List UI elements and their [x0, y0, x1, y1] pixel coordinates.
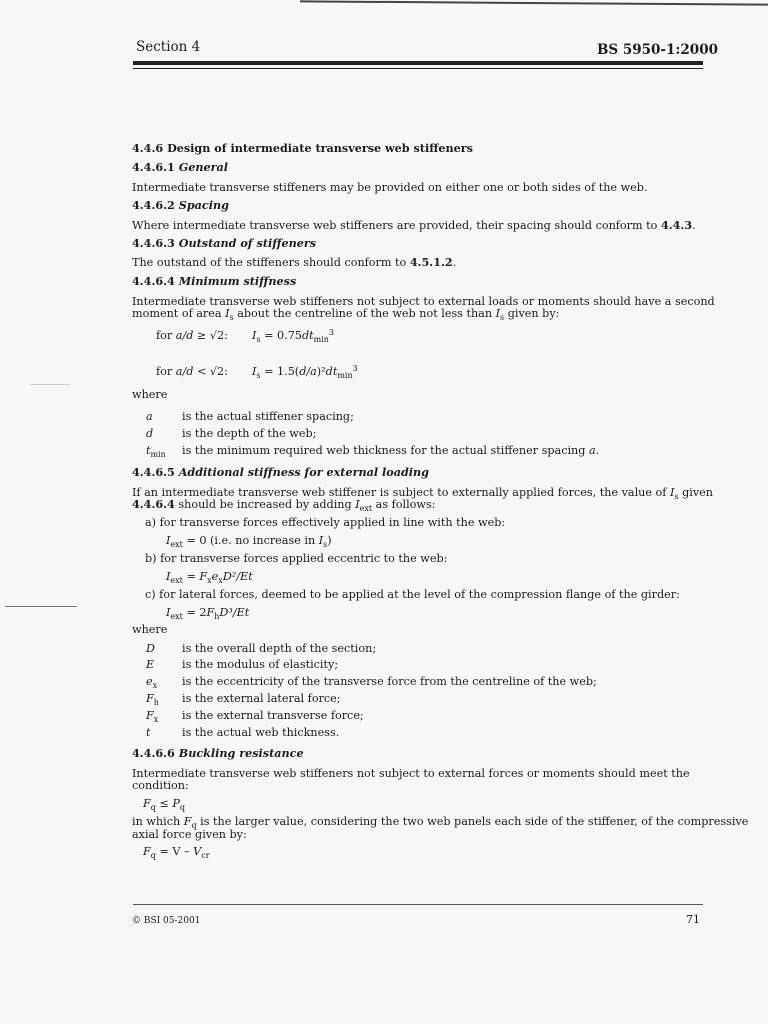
- header-standard-number: BS 5950-1:2000: [597, 42, 718, 58]
- list-item: c) for lateral forces, deemed to be applied at the level of the compression flange of the girder:: [145, 588, 680, 601]
- definition-symbol: [146, 642, 155, 655]
- clause-reference: 4.5.1.2: [409, 255, 453, 269]
- symbol-subscript: s: [256, 335, 261, 344]
- symbol-subscript: x: [152, 681, 158, 690]
- subsection-title: Buckling resistance: [178, 746, 304, 760]
- subsection-heading: [132, 275, 296, 288]
- symbol-subscript: x: [218, 576, 223, 585]
- symbol: F: [206, 606, 215, 619]
- subsection-number: 4.4.6.2: [132, 198, 175, 212]
- symbol-subscript: s: [323, 540, 328, 549]
- symbol: I: [318, 534, 324, 547]
- text-run: If an intermediate transverse web stiffener is subject to externally applied forces, the value of: [132, 486, 670, 499]
- scan-margin-mark: [5, 606, 77, 607]
- subsection-number: 4.4.6.6: [132, 746, 175, 760]
- symbol-subscript: x: [207, 576, 212, 585]
- definition-text: is the overall depth of the section;: [182, 642, 377, 655]
- paragraph-line: condition:: [132, 779, 189, 792]
- symbol: F: [143, 845, 151, 858]
- definition-text: is the external lateral force;: [182, 692, 341, 705]
- clause-reference: 4.4.3: [660, 218, 693, 232]
- punctuation: ): [327, 534, 332, 547]
- paragraph-line: axial force given by:: [132, 828, 247, 841]
- symbol: P: [172, 797, 180, 810]
- paragraph-line: [132, 815, 748, 828]
- symbol-subscript: ext: [170, 540, 183, 549]
- symbol: dt: [301, 329, 314, 342]
- clause-reference: 4.4.6.4: [132, 497, 175, 511]
- definition-text: is the eccentricity of the transverse force from the centreline of the web;: [182, 675, 597, 688]
- symbol-subscript: q: [150, 851, 156, 860]
- subsection-number: 4.4.6.5: [132, 465, 175, 479]
- symbol: dt: [325, 365, 338, 378]
- symbol: e: [211, 570, 219, 583]
- symbol: I: [166, 606, 171, 619]
- symbol-subscript: ext: [170, 576, 183, 585]
- text-run: should be increased by adding: [174, 498, 356, 511]
- list-item: a) for transverse forces effectively applied in line with the web:: [145, 516, 506, 529]
- text-run: is the minimum required web thickness for the actual stiffener spacing: [182, 444, 589, 457]
- paragraph-line: Intermediate transverse web stiffeners not subject to external loads or moments should have a second: [132, 295, 715, 308]
- equation-condition: [156, 329, 228, 342]
- definition-symbol: [146, 709, 158, 722]
- text-run: moment of area: [132, 307, 226, 320]
- equation: [166, 534, 332, 547]
- page-number: 71: [686, 913, 700, 926]
- symbol: e: [146, 675, 153, 688]
- symbol: D³/Et: [219, 606, 250, 619]
- symbol: I: [252, 365, 257, 378]
- subsection-number: 4.4.6.4: [132, 274, 175, 288]
- text-run: ≤: [155, 797, 173, 810]
- symbol-subscript: s: [500, 313, 505, 322]
- subsection-heading: [132, 161, 228, 174]
- symbol: I: [166, 570, 171, 583]
- text-run: = V –: [155, 845, 194, 858]
- text-run: = 2: [182, 606, 207, 619]
- equation: [143, 797, 185, 810]
- symbol: t: [146, 726, 151, 739]
- punctuation: .: [452, 256, 457, 269]
- symbol: d: [146, 427, 154, 440]
- subsection-heading: [132, 237, 316, 250]
- paragraph-text: Where intermediate transverse web stiffeners are provided, their spacing should conform to: [132, 219, 661, 232]
- text-run: in which: [132, 815, 184, 828]
- subsection-title: Spacing: [178, 198, 229, 212]
- symbol-subscript: x: [153, 715, 159, 724]
- scan-margin-mark: [30, 384, 70, 385]
- symbol: I: [166, 534, 171, 547]
- subsection-heading: [132, 747, 304, 760]
- exponent: 3: [352, 364, 358, 373]
- symbol-subscript: min: [150, 450, 166, 459]
- definition-symbol: [146, 427, 153, 440]
- definition-symbol: [146, 675, 157, 688]
- definition-text: is the external transverse force;: [182, 709, 364, 722]
- definition-text: is the modulus of elasticity;: [182, 658, 339, 671]
- symbol: F: [143, 797, 151, 810]
- text-run: for: [156, 365, 176, 378]
- subsection-number: 4.4.6.3: [132, 236, 175, 250]
- section-number: 4.4.6: [132, 141, 164, 155]
- paragraph: Intermediate transverse stiffeners may be provided on either one or both sides of the web.: [132, 181, 648, 194]
- footer-copyright: © BSI 05-2001: [132, 916, 201, 926]
- symbol: V: [193, 845, 202, 858]
- equation-condition: [156, 365, 228, 378]
- equation: [252, 365, 358, 378]
- text-run: for: [156, 329, 176, 342]
- subsection-title: Additional stiffness for external loading: [178, 465, 429, 479]
- where-label: where: [132, 623, 168, 636]
- subsection-number: 4.4.6.1: [132, 160, 175, 174]
- text-run: < √2:: [193, 365, 228, 378]
- definition-text: is the actual web thickness.: [182, 726, 340, 739]
- paragraph-text: The outstand of the stiffeners should conform to: [132, 256, 410, 269]
- header-rule-thick: [133, 61, 703, 65]
- footer-rule: [133, 904, 703, 905]
- equation: [252, 329, 334, 342]
- subsection-title: Outstand of stiffeners: [178, 236, 317, 250]
- symbol-subscript: cr: [201, 851, 210, 860]
- symbol: a: [146, 410, 153, 423]
- symbol: I: [355, 498, 360, 511]
- symbol-subscript: q: [179, 803, 186, 812]
- symbol: I: [225, 307, 230, 320]
- symbol: a/d: [175, 329, 194, 342]
- text-run: given by:: [504, 307, 560, 320]
- symbol: I: [252, 329, 257, 342]
- text-run: = 0.75: [260, 329, 302, 342]
- definition-symbol: [146, 658, 154, 671]
- paragraph: [132, 219, 696, 232]
- symbol: I: [495, 307, 501, 320]
- definition-text: [182, 444, 599, 457]
- symbol-subscript: q: [191, 821, 197, 830]
- paragraph-line: Intermediate transverse web stiffeners not subject to external forces or moments should meet the: [132, 767, 690, 780]
- symbol-subscript: min: [313, 335, 329, 344]
- text-run: ≥ √2:: [193, 329, 228, 342]
- scan-edge-line: [300, 0, 768, 5]
- section-heading: [132, 142, 473, 155]
- text-run: =: [182, 570, 200, 583]
- punctuation: .: [692, 219, 696, 232]
- definition-symbol: [146, 444, 166, 457]
- symbol-subscript: h: [153, 698, 159, 707]
- definition-text: is the depth of the web;: [182, 427, 317, 440]
- text-run: )²: [316, 365, 326, 378]
- text-run: = 1.5(: [260, 365, 300, 378]
- symbol: F: [146, 692, 154, 705]
- paragraph: [132, 256, 456, 269]
- symbol: F: [146, 709, 154, 722]
- symbol: t: [146, 444, 151, 457]
- equation: [166, 570, 253, 583]
- text-run: = 0 (i.e. no increase in: [182, 534, 319, 547]
- list-item: b) for transverse forces applied eccentric to the web:: [145, 552, 448, 565]
- subsection-title: Minimum stiffness: [178, 274, 297, 288]
- text-run: given: [678, 486, 713, 499]
- text-run: as follows:: [372, 498, 436, 511]
- symbol: E: [146, 658, 155, 671]
- symbol: a: [588, 444, 596, 457]
- header-section: Section 4: [136, 39, 201, 55]
- symbol: F: [199, 570, 208, 583]
- symbol: a/d: [175, 365, 194, 378]
- header-rule-thin: [133, 68, 703, 69]
- definition-symbol: [146, 410, 153, 423]
- definition-text: is the actual stiffener spacing;: [182, 410, 354, 423]
- definition-symbol: [146, 726, 151, 739]
- equation: [143, 845, 210, 858]
- symbol: F: [183, 815, 192, 828]
- symbol-subscript: s: [674, 492, 679, 501]
- symbol: I: [670, 486, 675, 499]
- punctuation: .: [595, 444, 600, 457]
- text-run: is the larger value, considering the two web panels each side of the stiffener, of the compressive: [196, 815, 749, 828]
- paragraph-line: [132, 307, 559, 320]
- symbol-subscript: s: [229, 313, 234, 322]
- paragraph-line: [132, 498, 436, 511]
- equation: [166, 606, 249, 619]
- symbol-subscript: ext: [359, 504, 373, 513]
- where-label: where: [132, 388, 168, 401]
- symbol-subscript: h: [214, 612, 220, 621]
- symbol-subscript: ext: [170, 612, 183, 621]
- exponent: 3: [328, 328, 334, 337]
- subsection-heading: [132, 199, 229, 212]
- symbol: D: [146, 642, 155, 655]
- symbol-subscript: s: [256, 371, 261, 380]
- subsection-title: General: [178, 160, 229, 174]
- text-run: about the centreline of the web not less than: [233, 307, 496, 320]
- definition-symbol: [146, 692, 159, 705]
- symbol: D²/Et: [222, 570, 253, 583]
- symbol: d/a: [299, 365, 317, 378]
- symbol-subscript: min: [337, 371, 353, 380]
- section-title: Design of intermediate transverse web stiffeners: [167, 141, 473, 155]
- subsection-heading: [132, 466, 429, 479]
- symbol-subscript: q: [150, 803, 156, 812]
